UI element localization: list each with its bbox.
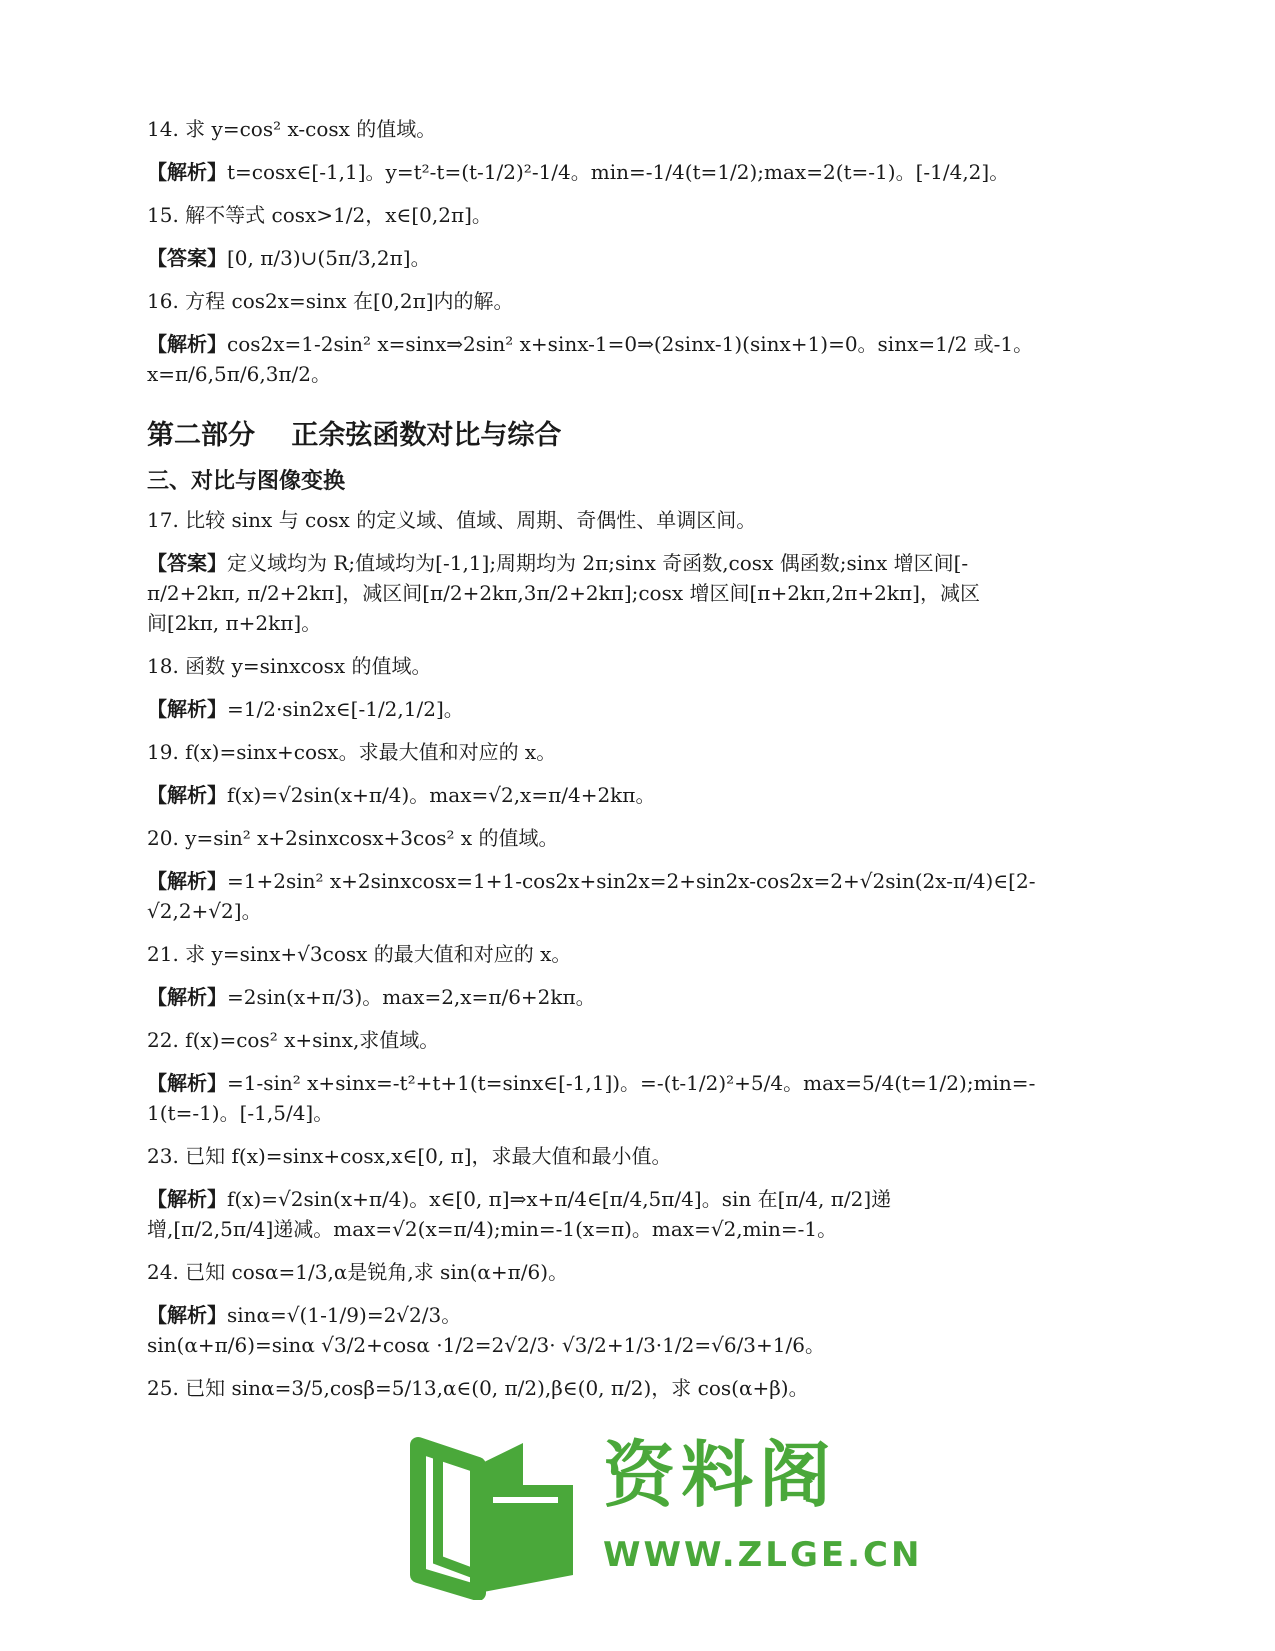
answer-block [147, 866, 1137, 926]
question-text: 23. 已知 f(x)=sinx+cosx,x∈[0, π]，求最大值和最小值。 [147, 1144, 672, 1168]
answer-block [147, 982, 1137, 1012]
answer-line: [0, π/3)∪(5π/3,2π]。 [227, 246, 431, 270]
answer-line: f(x)=√2sin(x+π/4)。max=√2,x=π/4+2kπ。 [227, 783, 656, 807]
answer-tag: 【解析】 [147, 1303, 227, 1327]
answer-line: cos2x=1-2sin² x=sinx⇒2sin² x+sinx-1=0⇒(2sinx-1)(sinx+1)=0。sinx=1/2 或-1。 [227, 332, 1034, 356]
answer-block [147, 1300, 1137, 1360]
question-text: 17. 比较 sinx 与 cosx 的定义域、值域、周期、奇偶性、单调区间。 [147, 508, 757, 532]
question-text: 19. f(x)=sinx+cosx。求最大值和对应的 x。 [147, 740, 557, 764]
answer-block [147, 243, 1137, 273]
answer-line: sinα=√(1-1/9)=2√2/3。 [227, 1303, 462, 1327]
answer-line: x=π/6,5π/6,3π/2。 [147, 362, 332, 386]
answer-line: t=cosx∈[-1,1]。y=t²-t=(t-1/2)²-1/4。min=-1/4(t=1/2);max=2(t=-1)。[-1/4,2]。 [227, 160, 1010, 184]
answer-line: sin(α+π/6)=sinα √3/2+cosα ·1/2=2√2/3· √3/2+1/3·1/2=√6/3+1/6。 [147, 1333, 825, 1357]
watermark-title: 资料阁 [603, 1433, 838, 1517]
answer-block [147, 1068, 1137, 1128]
answer-block [147, 1184, 1137, 1244]
answer-block [147, 780, 1137, 810]
question-text: 20. y=sin² x+2sinxcosx+3cos² x 的值域。 [147, 826, 559, 850]
question-text: 25. 已知 sinα=3/5,cosβ=5/13,α∈(0, π/2),β∈(0, π/2)，求 cos(α+β)。 [147, 1376, 809, 1400]
question-text: 21. 求 y=sinx+√3cosx 的最大值和对应的 x。 [147, 942, 572, 966]
answer-tag: 【答案】 [147, 246, 227, 270]
answer-tag: 【解析】 [147, 783, 227, 807]
question-text: 24. 已知 cosα=1/3,α是锐角,求 sin(α+π/6)。 [147, 1260, 569, 1284]
answer-tag: 【解析】 [147, 1071, 227, 1095]
section-title: 三、对比与图像变换 [147, 469, 346, 494]
watermark [398, 1425, 923, 1600]
answer-line: =1+2sin² x+2sinxcosx=1+1-cos2x+sin2x=2+sin2x-cos2x=2+√2sin(2x-π/4)∈[2- [227, 869, 1036, 893]
answer-line: π/2+2kπ, π/2+2kπ]，减区间[π/2+2kπ,3π/2+2kπ];cosx 增区间[π+2kπ,2π+2kπ]，减区 [147, 581, 980, 605]
answer-block [147, 694, 1137, 724]
answer-line: 增,[π/2,5π/4]递减。max=√2(x=π/4);min=-1(x=π)。max=√2,min=-1。 [147, 1217, 838, 1241]
question-text: 14. 求 y=cos² x-cosx 的值域。 [147, 117, 437, 141]
answer-tag: 【解析】 [147, 160, 227, 184]
question-text: 18. 函数 y=sinxcosx 的值域。 [147, 654, 432, 678]
answer-line: =1-sin² x+sinx=-t²+t+1(t=sinx∈[-1,1])。=-(t-1/2)²+5/4。max=5/4(t=1/2);min=- [227, 1071, 1036, 1095]
answer-line: =2sin(x+π/3)。max=2,x=π/6+2kπ。 [227, 985, 596, 1009]
answer-tag: 【解析】 [147, 985, 227, 1009]
answer-tag: 【解析】 [147, 1187, 227, 1211]
watermark-url: WWW.ZLGE.CN [603, 1535, 923, 1575]
answer-line: 定义域均为 R;值域均为[-1,1];周期均为 2π;sinx 奇函数,cosx 偶函数;sinx 增区间[- [227, 551, 969, 575]
answer-block [147, 548, 1137, 638]
answer-tag: 【解析】 [147, 332, 227, 356]
answer-tag: 【答案】 [147, 551, 227, 575]
question-text: 22. f(x)=cos² x+sinx,求值域。 [147, 1028, 440, 1052]
answer-tag: 【解析】 [147, 869, 227, 893]
part-title: 第二部分 正余弦函数对比与综合 [147, 420, 562, 451]
answer-block [147, 329, 1137, 389]
question-block-1 [147, 114, 1137, 389]
answer-line: 1(t=-1)。[-1,5/4]。 [147, 1101, 334, 1125]
document-page [147, 114, 1137, 1416]
answer-line: 间[2kπ, π+2kπ]。 [147, 611, 322, 635]
question-text: 15. 解不等式 cosx>1/2，x∈[0,2π]。 [147, 203, 492, 227]
answer-line: f(x)=√2sin(x+π/4)。x∈[0, π]⇒x+π/4∈[π/4,5π/4]。sin 在[π/4, π/2]递 [227, 1187, 892, 1211]
answer-block [147, 157, 1137, 187]
question-text: 16. 方程 cos2x=sinx 在[0,2π]内的解。 [147, 289, 514, 313]
question-block-2 [147, 505, 1137, 1403]
open-book-logo-icon [398, 1425, 598, 1600]
answer-line: √2,2+√2]。 [147, 899, 262, 923]
answer-line: =1/2·sin2x∈[-1/2,1/2]。 [227, 697, 464, 721]
answer-tag: 【解析】 [147, 697, 227, 721]
